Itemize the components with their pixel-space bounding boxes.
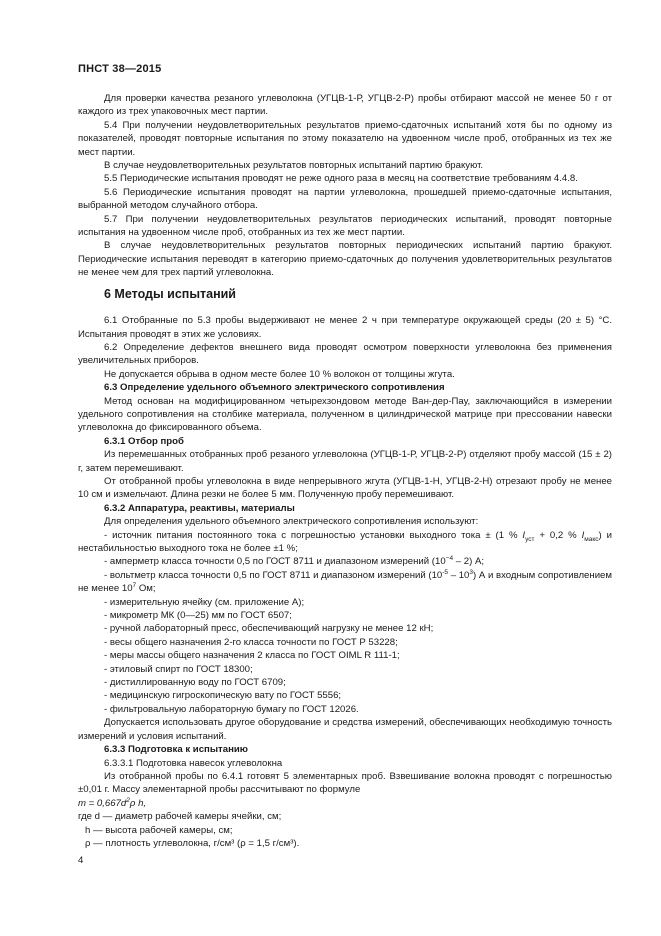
list-item: - измерительную ячейку (см. приложение А); bbox=[104, 596, 305, 608]
subsection-heading: 6.3.3 Подготовка к испытанию bbox=[104, 744, 248, 756]
list-item: - микрометр МК (0—25) мм по ГОСТ 6507; bbox=[104, 610, 292, 622]
document-header: ПНСТ 38—2015 bbox=[78, 63, 162, 75]
document-body bbox=[78, 92, 612, 850]
list-item: - медицинскую гигроскопическую вату по ГОСТ 5556; bbox=[104, 690, 342, 702]
legend-item: h — высота рабочей камеры, см; bbox=[85, 824, 233, 836]
paragraph: В случае неудовлетворительных результатов повторных испытаний партию бракуют. bbox=[104, 160, 484, 172]
paragraph: Из отобранной пробы по 6.4.1 готовят 5 элементарных проб. Взвешивание волокна проводят с погрешностью ±0,01 г. Массу элементарной пробы рассчитывают по формуле bbox=[78, 770, 612, 796]
subsection-heading: 6.3 Определение удельного объемного электрического сопротивления bbox=[104, 382, 445, 394]
formula: $m = 0,667d^2\rho$ h, bbox=[78, 796, 147, 809]
section-heading: 6 Методы испытаний bbox=[104, 286, 236, 301]
list-item: - этиловый спирт по ГОСТ 18300; bbox=[104, 663, 253, 675]
legend-item: где d — диаметр рабочей камеры ячейки, см; bbox=[78, 811, 282, 823]
paragraph: В случае неудовлетворительных результатов повторных периодических испытаний партию бракуют. Периодические испытания переводят в категорию приемо-сдаточных до получения удовлетворительных результатов не менее чем для трех партий углеволокна. bbox=[78, 240, 612, 279]
paragraph: Для определения удельного объемного электрического сопротивления используют: bbox=[104, 516, 479, 528]
list-item: - источник питания постоянного тока с погрешностью установки выходного тока ± (1 % $I_{уст} + 0,2$ % $I_{макс}$) и нестабильностью выходного тока не более ±1 %; bbox=[78, 529, 612, 554]
paragraph: Из перемешанных отобранных проб резаного углеволокна (УГЦВ-1-Р, УГЦВ-2-Р) отделяют пробу массой (15 ± 2) г, затем перемешивают. bbox=[78, 449, 612, 474]
paragraph: Допускается использовать другое оборудование и средства измерений, обеспечивающих необходимую точность измерений и условия испытаний. bbox=[78, 717, 612, 742]
formula-legend bbox=[78, 810, 612, 850]
paragraph: 5.6 Периодические испытания проводят на партии углеволокна, прошедшей приемо-сдаточные испытания, выбранной методом случайного отбора. bbox=[78, 186, 612, 212]
list-item: - весы общего назначения 2-го класса точности по ГОСТ Р 53228; bbox=[104, 636, 398, 648]
list-item: - фильтровальную лабораторную бумагу по ГОСТ 12026. bbox=[104, 703, 359, 715]
paragraph: 5.4 При получении неудовлетворительных результатов приемо-сдаточных испытаний хотя бы по одному из показателей, проводят повторные испытания по этому показателю на удвоенном числе проб, отобранных из тех же мест партии. bbox=[78, 119, 612, 158]
paragraph: От отобранной пробы углеволокна в виде непрерывного жгута (УГЦВ-1-Н, УГЦВ-2-Н) отрезают пробу не менее 10 см и измельчают. Длина резки не более 5 мм. Полученную пробу перемешивают. bbox=[78, 475, 612, 501]
paragraph: 6.2 Определение дефектов внешнего вида проводят осмотром поверхности углеволокна без применения увеличительных приборов. bbox=[78, 341, 612, 367]
page-number: 4 bbox=[78, 855, 84, 866]
subsection-heading: 6.3.2 Аппаратура, реактивы, материалы bbox=[104, 502, 295, 514]
list-item: - амперметр класса точности 0,5 по ГОСТ 8711 и диапазоном измерений $(10^{-4} - 2)$ А; bbox=[104, 555, 485, 568]
paragraph: Для проверки качества резаного углеволокна (УГЦВ-1-Р, УГЦВ-2-Р) пробы отбирают массой не менее 50 г от каждого из трех упаковочных мест партии. bbox=[78, 93, 612, 118]
paragraph: 6.1 Отобранные по 5.3 пробы выдерживают не менее 2 ч при температуре окружающей среды (20 ± 5) °С. Испытания проводят в этих же условиях. bbox=[78, 315, 612, 340]
paragraph: Метод основан на модифицированном четырехзондовом методе Ван-дер-Пау, заключающийся в измерении удельного сопротивления на столбике материала, полученном в цилиндрической матрице при прессовании навески углеволокна до фиксированного объема. bbox=[78, 395, 612, 434]
list-item: - дистиллированную воду по ГОСТ 6709; bbox=[104, 677, 286, 689]
list-item: - ручной лабораторный пресс, обеспечивающий нагрузку не менее 12 кН; bbox=[104, 623, 434, 635]
subsection-heading: 6.3.1 Отбор проб bbox=[104, 435, 184, 447]
list-item: - вольтметр класса точности 0,5 по ГОСТ 8711 и диапазоном измерений $(10^{-5} - 10^3)$ А и входным сопротивлением не менее $10^7$ Ом; bbox=[78, 568, 612, 595]
paragraph: 5.7 При получении неудовлетворительных результатов периодических испытаний, проводят повторные испытания на удвоенном числе проб, отобранных из тех же мест партии. bbox=[78, 213, 612, 239]
paragraph: 6.3.3.1 Подготовка навесок углеволокна bbox=[104, 757, 283, 769]
legend-item: ρ — плотность углеволокна, г/см³ (ρ = 1,5 г/см³). bbox=[85, 837, 300, 849]
paragraph: Не допускается обрыва в одном месте более 10 % волокон от толщины жгута. bbox=[104, 368, 455, 380]
paragraph: 5.5 Периодические испытания проводят не реже одного раза в месяц на соответствие требованиям 4.4.8. bbox=[104, 173, 578, 185]
list-item: - меры массы общего назначения 2 класса по ГОСТ OIML R 111-1; bbox=[104, 650, 400, 662]
